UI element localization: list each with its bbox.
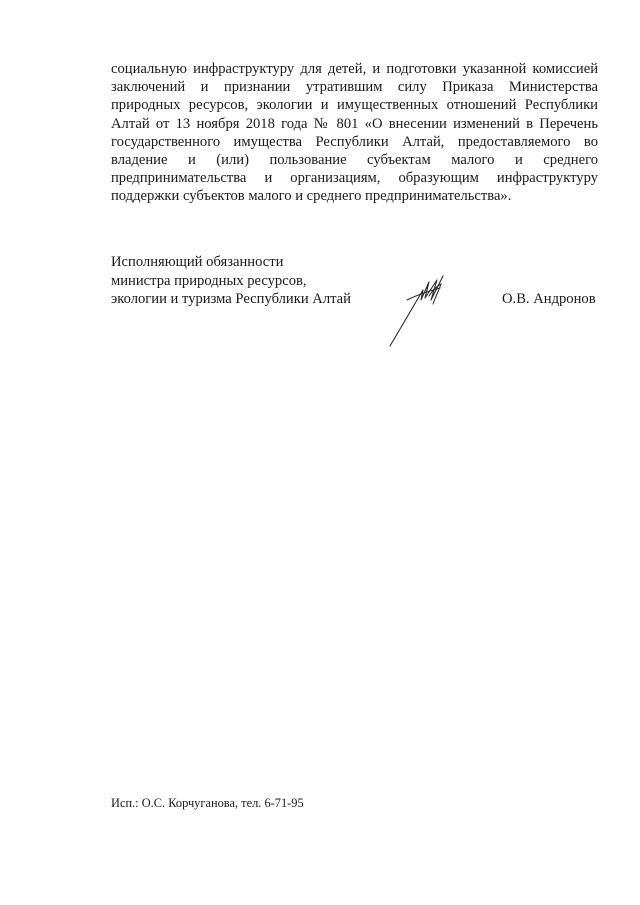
paragraph-line: заключений и признании утратившим силу Приказа Министерства xyxy=(111,79,598,96)
paragraph-line: природных ресурсов, экологии и имущественных отношений Республики xyxy=(111,97,598,114)
paragraph-line: предпринимательства и организациям, образующим инфраструктуру xyxy=(111,170,598,187)
paragraph-line: Алтай от 13 ноября 2018 года № 801 «О внесении изменений в Перечень xyxy=(111,115,598,132)
body-paragraph xyxy=(111,60,598,206)
signatory-name: О.В. Андронов xyxy=(502,291,596,307)
signatory-title-line: экологии и туризма Республики Алтай xyxy=(111,291,351,308)
paragraph-line: государственного имущества Республики Алтай, предоставляемого во xyxy=(111,133,598,150)
paragraph-line: владение и (или) пользование субъектам малого и среднего xyxy=(111,152,598,169)
paragraph-line: социальную инфраструктуру для детей, и подготовки указанной комиссией xyxy=(111,61,598,77)
executor-note: Исп.: О.С. Корчуганова, тел. 6-71-95 xyxy=(111,796,304,810)
signatory-title-line: министра природных ресурсов, xyxy=(111,272,307,289)
signatory-title xyxy=(111,253,351,309)
signatory-title-line: Исполняющий обязанности xyxy=(111,254,284,270)
handwritten-signature xyxy=(385,270,465,350)
paragraph-line: поддержки субъектов малого и среднего предпринимательства». xyxy=(111,188,512,205)
